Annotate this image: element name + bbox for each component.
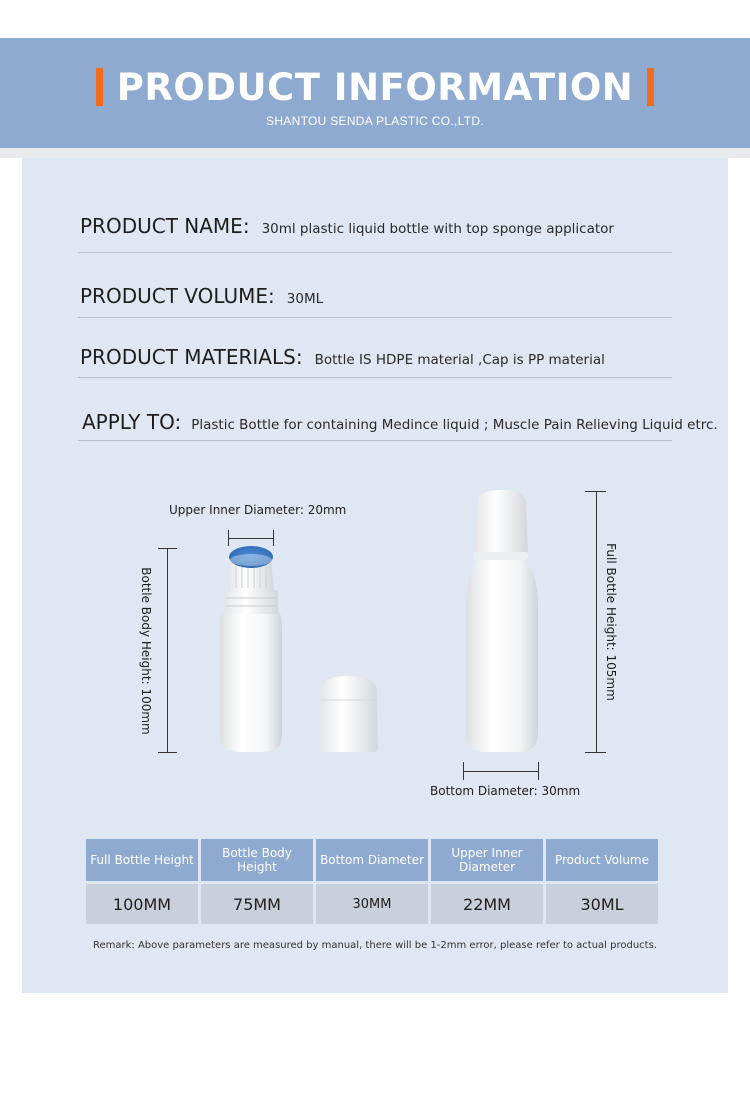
dimension-tick (228, 530, 229, 546)
product-materials-value: Bottle IS HDPE material ,Cap is PP material (314, 352, 605, 368)
dimension-line (596, 491, 597, 752)
spec-header-cell: Bottom Diameter (316, 839, 428, 881)
sponge-bottle (220, 546, 282, 752)
dimension-tick (538, 762, 539, 780)
dimension-tick (585, 752, 606, 753)
spec-value-cell: 30MM (316, 884, 428, 924)
spec-header-cell: Product Volume (546, 839, 658, 881)
apply-to-label: APPLY TO: (82, 410, 182, 434)
dimension-line (228, 538, 274, 539)
dimension-tick (273, 530, 274, 546)
bottom-diameter-label: Bottom Diameter: 30mm (430, 784, 581, 798)
spec-value-cell: 75MM (201, 884, 313, 924)
spec-table-row (86, 884, 662, 924)
spec-value-cell: 30ML (546, 884, 658, 924)
product-volume-label: PRODUCT VOLUME: (80, 284, 275, 308)
dimension-tick (158, 752, 177, 753)
dimension-line (167, 548, 168, 753)
dimension-tick (463, 762, 464, 780)
spec-value-cell: 100MM (86, 884, 198, 924)
full-bottle-height-label: Full Bottle Height: 105mm (604, 543, 618, 701)
upper-inner-diameter-label: Upper Inner Diameter: 20mm (169, 503, 347, 517)
spec-header-cell: Full Bottle Height (86, 839, 198, 881)
page-title: PRODUCT INFORMATION (116, 65, 634, 109)
product-name-value: 30ml plastic liquid bottle with top sponge applicator (261, 221, 614, 237)
bottle-body-height-label: Bottle Body Height: 100mm (139, 567, 153, 735)
spec-value-cell: 22MM (431, 884, 543, 924)
remark-note: Remark: Above parameters are measured by manual, there will be 1-2mm error, please refer to actual products. (92, 940, 657, 951)
product-name-label: PRODUCT NAME: (80, 214, 250, 238)
spec-header-cell: Bottle Body Height (201, 839, 313, 881)
spec-table-header (86, 839, 662, 881)
loose-cap (319, 676, 378, 752)
spec-header-cell: Upper Inner Diameter (431, 839, 543, 881)
dimension-line (463, 771, 539, 772)
company-name: SHANTOU SENDA PLASTIC CO.,LTD. (266, 114, 484, 128)
product-volume-value: 30ML (286, 291, 324, 307)
spec-table (86, 839, 662, 924)
capped-bottle (466, 490, 538, 752)
apply-to-value: Plastic Bottle for containing Medince liquid ; Muscle Pain Relieving Liquid etrc. (191, 417, 718, 433)
product-materials-label: PRODUCT MATERIALS: (80, 345, 303, 369)
